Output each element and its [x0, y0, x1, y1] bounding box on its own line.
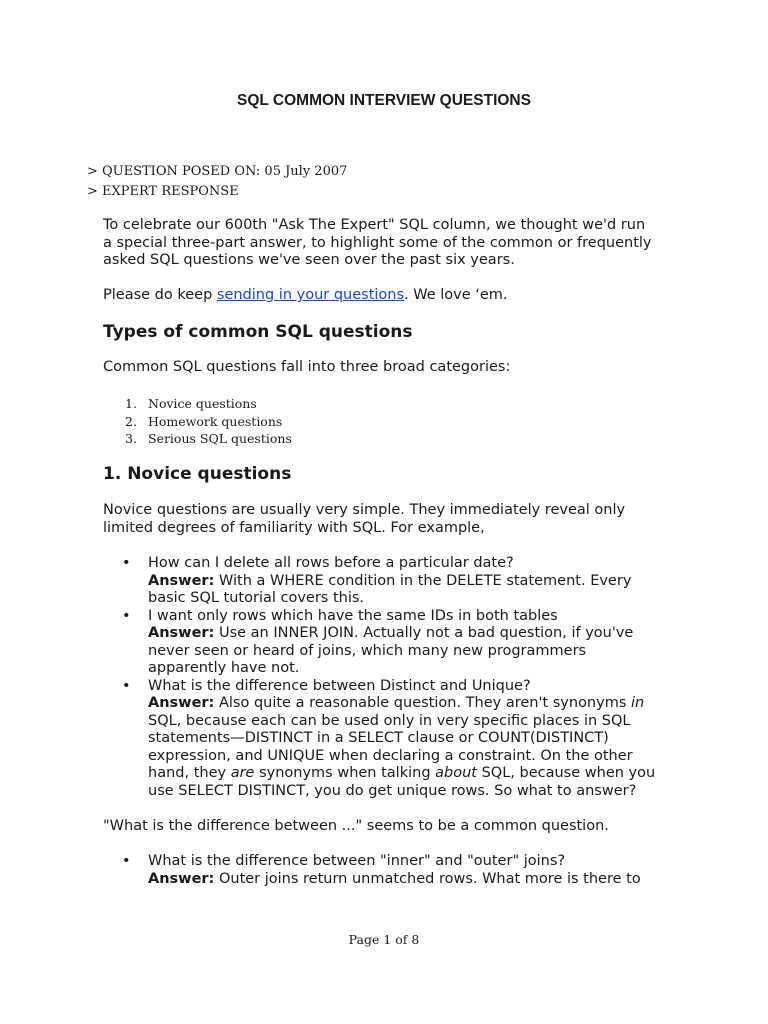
- bullet-icon: •: [122, 607, 131, 624]
- list-item: 1. Novice questions: [125, 396, 257, 411]
- keep-sending-paragraph: Please do keep sending in your questions. We love ‘em.: [103, 287, 508, 303]
- bullet-icon: •: [122, 853, 131, 869]
- novice-qa-list: [122, 555, 682, 800]
- list-item: • I want only rows which have the same IDs in both tables Answer: Use an INNER JOIN. Actually not a bad question, if you've never seen or heard of joins, which many new programmers apparently have not.: [122, 607, 634, 676]
- categories-list: [125, 395, 292, 448]
- difference-paragraph: "What is the difference between ..." seems to be a common question.: [103, 818, 609, 834]
- novice-heading: 1. Novice questions: [103, 464, 292, 484]
- sending-questions-link[interactable]: sending in your questions: [216, 287, 405, 303]
- categories-intro: Common SQL questions fall into three broad categories:: [103, 359, 511, 375]
- list-item: 2. Homework questions: [125, 413, 283, 429]
- bullet-icon: •: [122, 555, 131, 571]
- bullet-icon: •: [122, 677, 131, 694]
- list-item: • How can I delete all rows before a particular date? Answer: With a WHERE condition in the DELETE statement. Every basic SQL tutorial covers this.: [122, 555, 632, 606]
- list-item: • What is the difference between Distinct and Unique? Answer: Also quite a reasonable question. They aren't synonyms in SQL, because each can be used only in very specific places in SQL statements—DISTINCT in a SELECT clause or COUNT(DISTINCT) expression, and UNIQUE when declaring a constraint. On the other hand, they are synonyms when talking about SQL, because when you use SELECT DISTINCT, you do get unique rows. So what to answer?: [122, 677, 656, 799]
- question-posed-text: QUESTION POSED ON: 05 July 2007: [102, 164, 348, 179]
- question-posed-line: [87, 164, 347, 179]
- intro-paragraph: To celebrate our 600th "Ask The Expert" SQL column, we thought we'd run a special three-part answer, to highlight some of the common or frequently asked SQL questions we've seen over the past six years.: [103, 217, 652, 268]
- expert-response-text: EXPERT RESPONSE: [102, 184, 239, 199]
- arrow-marker: >: [87, 184, 98, 199]
- joins-qa-list: [122, 853, 682, 888]
- page-number: Page 1 of 8: [348, 932, 420, 947]
- expert-response-line: [87, 184, 239, 199]
- novice-intro-paragraph: Novice questions are usually very simple. They immediately reveal only limited degrees of familiarity with SQL. For example,: [103, 502, 626, 536]
- types-heading: Types of common SQL questions: [103, 322, 413, 342]
- list-item: • What is the difference between "inner" and "outer" joins? Answer: Outer joins return unmatched rows. What more is there to: [122, 853, 641, 887]
- list-item: 3. Serious SQL questions: [125, 431, 292, 446]
- document-title: SQL COMMON INTERVIEW QUESTIONS: [237, 92, 531, 109]
- arrow-marker: >: [87, 164, 98, 179]
